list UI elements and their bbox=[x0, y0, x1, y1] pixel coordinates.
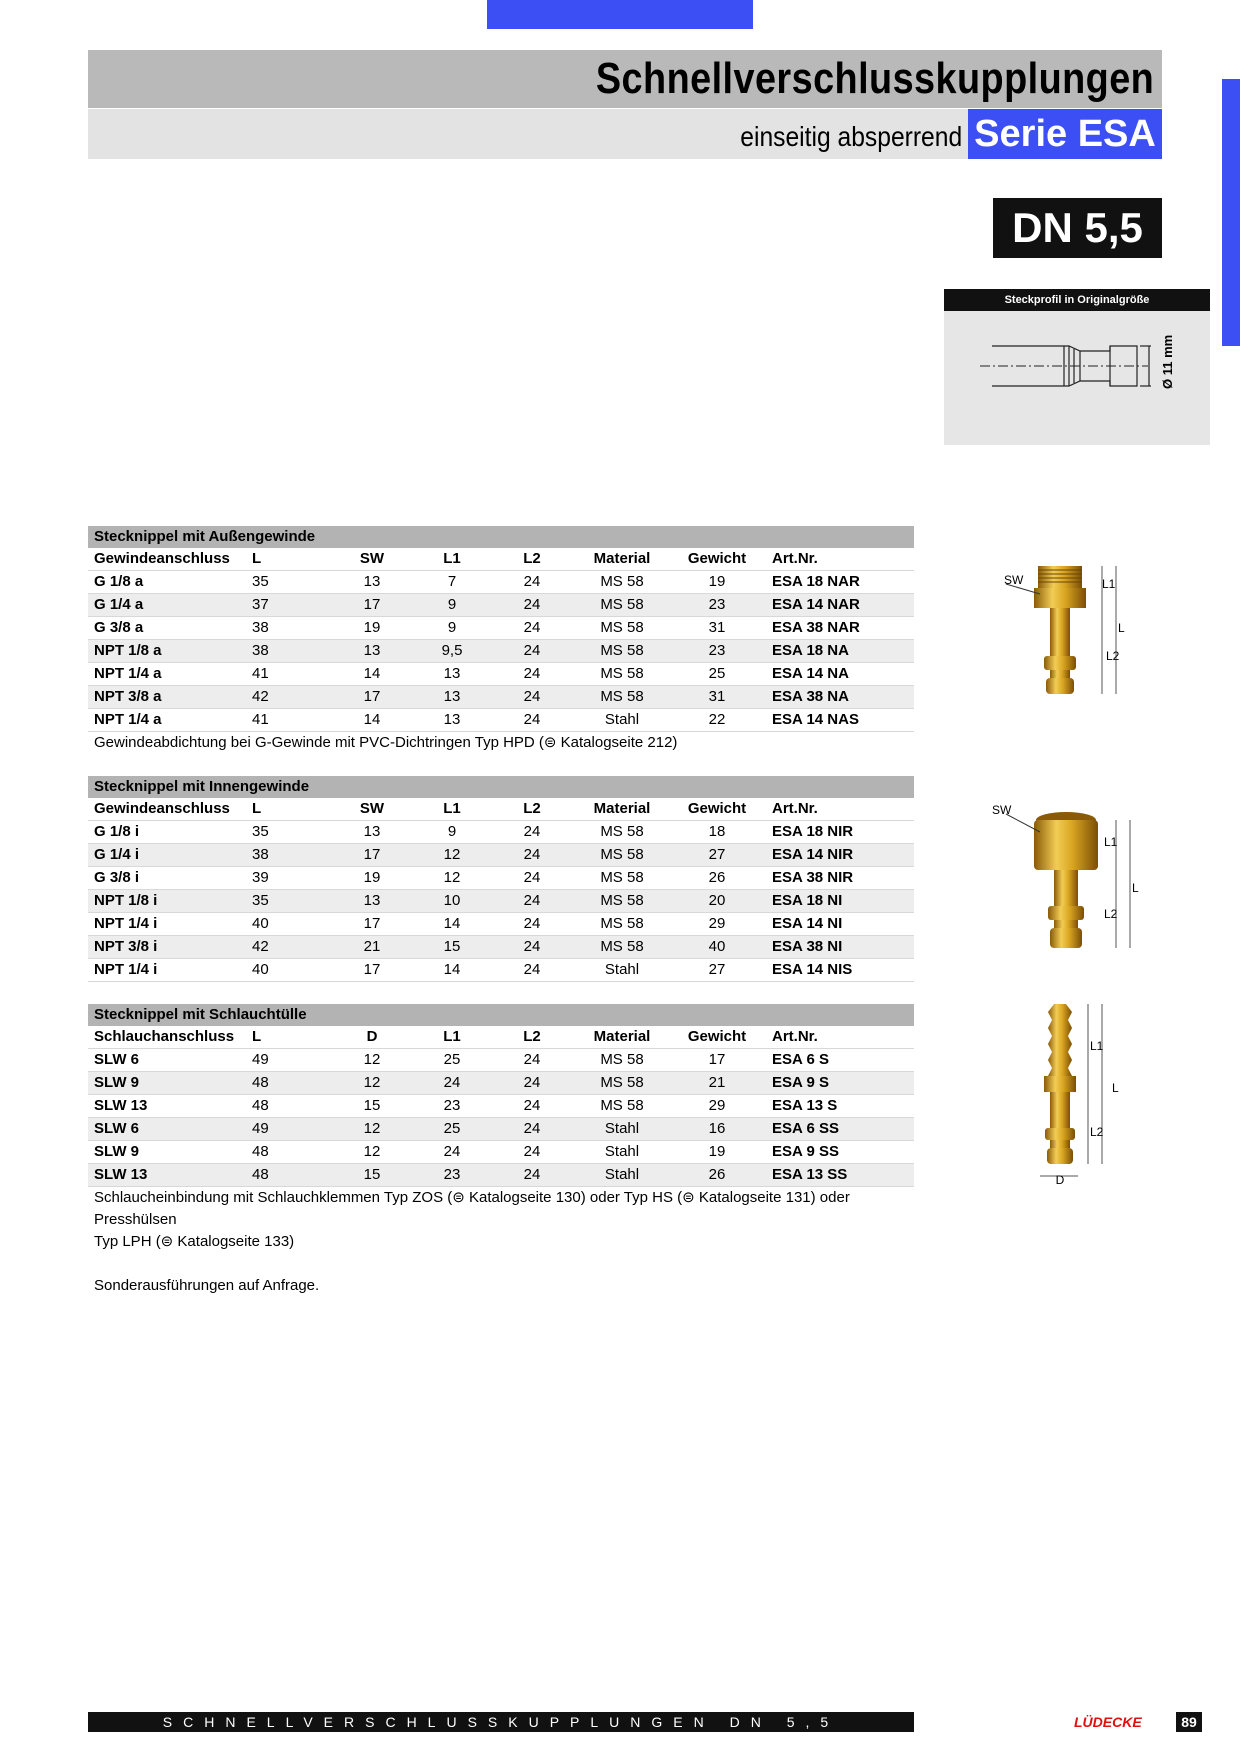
column-header: Gewicht bbox=[687, 550, 747, 567]
table-cell: Stahl bbox=[604, 1143, 640, 1160]
table-cell: 24 bbox=[523, 1074, 541, 1091]
table-cell: 14 bbox=[443, 961, 461, 978]
table-header bbox=[88, 798, 914, 821]
table-row bbox=[88, 1049, 914, 1072]
shaft-part bbox=[1050, 1092, 1070, 1128]
table-cell: 9 bbox=[447, 596, 457, 613]
table-cell: 24 bbox=[443, 1143, 461, 1160]
section-title: Stecknippel mit Schlauchtülle bbox=[88, 1004, 914, 1026]
table-cell: MS 58 bbox=[600, 596, 644, 613]
table-cell: NPT 1/8 a bbox=[94, 642, 162, 659]
table-cell: 23 bbox=[708, 596, 726, 613]
d-label: D bbox=[1055, 1173, 1065, 1187]
table-cell: 31 bbox=[708, 688, 726, 705]
title-bar bbox=[88, 50, 1162, 108]
column-header: Material bbox=[593, 550, 651, 567]
table-cell: 26 bbox=[708, 869, 726, 886]
product-image-external-thread bbox=[994, 560, 1144, 710]
table-cell: ESA 13 SS bbox=[772, 1166, 848, 1183]
table-cell: 14 bbox=[363, 711, 381, 728]
table-cell: 24 bbox=[523, 915, 541, 932]
table-cell: ESA 18 NI bbox=[772, 892, 843, 909]
table-cell: SLW 9 bbox=[94, 1074, 140, 1091]
table-cell: 26 bbox=[708, 1166, 726, 1183]
brand-logo: LÜDECKE bbox=[1074, 1714, 1142, 1730]
table-cell: 41 bbox=[252, 665, 269, 682]
hose-barb bbox=[1048, 1004, 1072, 1076]
table-row bbox=[88, 1095, 914, 1118]
table-cell: MS 58 bbox=[600, 915, 644, 932]
column-header: L2 bbox=[523, 550, 541, 567]
table-cell: 17 bbox=[363, 596, 381, 613]
table-row bbox=[88, 1072, 914, 1095]
column-header: SW bbox=[359, 550, 385, 567]
table-cell: 23 bbox=[443, 1097, 461, 1114]
column-header: Art.Nr. bbox=[772, 800, 818, 817]
table-cell: 48 bbox=[252, 1143, 269, 1160]
table-cell: 35 bbox=[252, 573, 269, 590]
table-cell: 13 bbox=[443, 665, 461, 682]
table-cell: 12 bbox=[443, 869, 461, 886]
table-cell: 25 bbox=[443, 1120, 461, 1137]
thread-part bbox=[1038, 566, 1082, 588]
table-cell: 49 bbox=[252, 1051, 269, 1068]
table-cell: 15 bbox=[363, 1097, 381, 1114]
table-cell: 24 bbox=[443, 1074, 461, 1091]
table-cell: 41 bbox=[252, 711, 269, 728]
table-cell: NPT 1/4 a bbox=[94, 665, 162, 682]
table-cell: 15 bbox=[443, 938, 461, 955]
l-label: L bbox=[1132, 881, 1139, 895]
table-row bbox=[88, 663, 914, 686]
table-cell: 12 bbox=[363, 1120, 381, 1137]
l1-label: L1 bbox=[1104, 835, 1118, 849]
table-cell: Stahl bbox=[604, 961, 640, 978]
table-cell: 20 bbox=[708, 892, 726, 909]
table-cell: 40 bbox=[252, 961, 269, 978]
table-cell: 42 bbox=[252, 688, 269, 705]
column-header: Gewicht bbox=[687, 1028, 747, 1045]
section-spacer bbox=[88, 754, 914, 776]
table-cell: ESA 38 NI bbox=[772, 938, 843, 955]
table-note: Schlaucheinbindung mit Schlauchklemmen Typ ZOS (⊜ Katalogseite 130) oder Typ HS (⊜ Katalogseite 131) oder Presshülsen bbox=[94, 1189, 850, 1228]
table-cell: 29 bbox=[708, 1097, 726, 1114]
table-cell: 27 bbox=[708, 846, 726, 863]
table-cell: 24 bbox=[523, 938, 541, 955]
table-cell: Stahl bbox=[604, 1166, 640, 1183]
table-cell: 19 bbox=[708, 1143, 726, 1160]
table-cell: 40 bbox=[252, 915, 269, 932]
table-note: Typ LPH (⊜ Katalogseite 133) bbox=[94, 1233, 295, 1250]
series-badge: Serie ESA bbox=[968, 109, 1162, 159]
table-cell: 10 bbox=[443, 892, 461, 909]
table-cell: 13 bbox=[443, 711, 461, 728]
profile-title: Steckprofil in Originalgröße bbox=[944, 289, 1210, 311]
shaft-part bbox=[1050, 608, 1070, 656]
l2-label: L2 bbox=[1106, 649, 1120, 663]
table-row bbox=[88, 890, 914, 913]
table-cell: SLW 13 bbox=[94, 1097, 148, 1114]
table-cell: 48 bbox=[252, 1166, 269, 1183]
table-cell: MS 58 bbox=[600, 1097, 644, 1114]
product-tables bbox=[88, 526, 914, 1297]
table-row bbox=[88, 686, 914, 709]
table-cell: 16 bbox=[708, 1120, 726, 1137]
table-row bbox=[88, 594, 914, 617]
table-row bbox=[88, 821, 914, 844]
table-cell: 27 bbox=[708, 961, 726, 978]
table-cell: 24 bbox=[523, 596, 541, 613]
table-cell: ESA 6 S bbox=[772, 1051, 829, 1068]
table-cell: G 3/8 a bbox=[94, 619, 144, 636]
hex-part bbox=[1044, 1076, 1076, 1092]
dn-badge: DN 5,5 bbox=[993, 198, 1162, 258]
table-cell: G 1/8 a bbox=[94, 573, 144, 590]
table-cell: MS 58 bbox=[600, 823, 644, 840]
table-cell: 24 bbox=[523, 1097, 541, 1114]
table-cell: ESA 14 NAR bbox=[772, 596, 860, 613]
subtitle: einseitig absperrend bbox=[740, 121, 962, 152]
table-row bbox=[88, 1118, 914, 1141]
table-cell: 31 bbox=[708, 619, 726, 636]
product-image-internal-thread bbox=[984, 800, 1144, 960]
column-header: Schlauchanschluss bbox=[94, 1028, 235, 1045]
table-cell: 12 bbox=[443, 846, 461, 863]
special-versions-note: Sonderausführungen auf Anfrage. bbox=[94, 1277, 320, 1294]
table-cell: 23 bbox=[708, 642, 726, 659]
column-header: L2 bbox=[523, 800, 541, 817]
table-row bbox=[88, 571, 914, 594]
column-header: L1 bbox=[443, 1028, 461, 1045]
table-cell: 24 bbox=[523, 573, 541, 590]
table-cell: 25 bbox=[708, 665, 726, 682]
table-cell: 24 bbox=[523, 823, 541, 840]
table-cell: 35 bbox=[252, 823, 269, 840]
table-cell: 21 bbox=[708, 1074, 726, 1091]
table-row bbox=[88, 959, 914, 982]
subtitle-bar bbox=[88, 109, 1162, 159]
table-cell: G 3/8 i bbox=[94, 869, 140, 886]
table-cell: NPT 1/8 i bbox=[94, 892, 158, 909]
column-header: L bbox=[252, 550, 262, 567]
table-cell: 17 bbox=[708, 1051, 726, 1068]
section-title: Stecknippel mit Innengewinde bbox=[88, 776, 914, 798]
column-header: D bbox=[366, 1028, 378, 1045]
table-cell: MS 58 bbox=[600, 892, 644, 909]
hex-body bbox=[1034, 820, 1098, 870]
column-header: Art.Nr. bbox=[772, 550, 818, 567]
table-cell: ESA 38 NA bbox=[772, 688, 849, 705]
table-cell: SLW 6 bbox=[94, 1051, 140, 1068]
section-spacer bbox=[88, 1253, 914, 1275]
table-cell: 12 bbox=[363, 1074, 381, 1091]
table-cell: 17 bbox=[363, 688, 381, 705]
diameter-label: Ø 11 mm bbox=[1160, 334, 1175, 389]
collar-part bbox=[1045, 1128, 1075, 1140]
table-cell: 17 bbox=[363, 846, 381, 863]
right-accent-tab bbox=[1222, 79, 1240, 346]
table-cell: ESA 18 NA bbox=[772, 642, 849, 659]
hex-part bbox=[1034, 588, 1086, 608]
collar-part bbox=[1044, 656, 1076, 670]
table-cell: 14 bbox=[443, 915, 461, 932]
table-cell: ESA 13 S bbox=[772, 1097, 838, 1114]
table-cell: NPT 1/4 i bbox=[94, 915, 158, 932]
table-cell: ESA 6 SS bbox=[772, 1120, 839, 1137]
table-cell: 24 bbox=[523, 711, 541, 728]
table-cell: 24 bbox=[523, 869, 541, 886]
table-cell: 24 bbox=[523, 642, 541, 659]
table-cell: ESA 18 NIR bbox=[772, 823, 854, 840]
table-cell: 12 bbox=[363, 1051, 381, 1068]
table-cell: 39 bbox=[252, 869, 269, 886]
table-row bbox=[88, 1164, 914, 1187]
table-cell: 38 bbox=[252, 619, 269, 636]
tip-part bbox=[1050, 928, 1082, 948]
table-row bbox=[88, 1141, 914, 1164]
top-accent-tab bbox=[487, 0, 753, 29]
table-cell: MS 58 bbox=[600, 619, 644, 636]
l1-label: L1 bbox=[1102, 577, 1116, 591]
table-cell: ESA 14 NIR bbox=[772, 846, 854, 863]
table-cell: MS 58 bbox=[600, 938, 644, 955]
table-cell: 12 bbox=[363, 1143, 381, 1160]
collar-part bbox=[1048, 906, 1084, 920]
table-cell: 24 bbox=[523, 846, 541, 863]
tip-part bbox=[1046, 678, 1074, 694]
table-cell: NPT 3/8 i bbox=[94, 938, 158, 955]
table-cell: NPT 1/4 i bbox=[94, 961, 158, 978]
table-cell: 15 bbox=[363, 1166, 381, 1183]
table-cell: 22 bbox=[708, 711, 726, 728]
table-note: Gewindeabdichtung bei G-Gewinde mit PVC-Dichtringen Typ HPD (⊜ Katalogseite 212) bbox=[94, 734, 678, 751]
table-cell: 24 bbox=[523, 665, 541, 682]
table-cell: NPT 1/4 a bbox=[94, 711, 162, 728]
table-cell: 38 bbox=[252, 846, 269, 863]
table-cell: ESA 14 NI bbox=[772, 915, 843, 932]
table-cell: 9 bbox=[447, 823, 457, 840]
table-cell: SLW 9 bbox=[94, 1143, 140, 1160]
column-header: L1 bbox=[443, 800, 461, 817]
table-cell: 19 bbox=[363, 869, 381, 886]
table-cell: 24 bbox=[523, 1143, 541, 1160]
sw-label: SW bbox=[992, 803, 1012, 817]
column-header: Material bbox=[593, 800, 651, 817]
table-cell: G 1/4 a bbox=[94, 596, 144, 613]
table-cell: MS 58 bbox=[600, 642, 644, 659]
l-label: L bbox=[1118, 621, 1125, 635]
page-title: Schnellverschlusskupplungen bbox=[595, 54, 1154, 103]
table-cell: 37 bbox=[252, 596, 269, 613]
table-cell: 25 bbox=[443, 1051, 461, 1068]
column-header: SW bbox=[359, 800, 385, 817]
table-cell: 35 bbox=[252, 892, 269, 909]
table-cell: 13 bbox=[363, 642, 381, 659]
table-cell: 42 bbox=[252, 938, 269, 955]
table-cell: 13 bbox=[443, 688, 461, 705]
section-spacer bbox=[88, 982, 914, 1004]
table-cell: 24 bbox=[523, 688, 541, 705]
table-cell: 24 bbox=[523, 1051, 541, 1068]
table-cell: ESA 38 NAR bbox=[772, 619, 860, 636]
l2-label: L2 bbox=[1090, 1125, 1104, 1139]
table-cell: 24 bbox=[523, 1166, 541, 1183]
table-cell: 17 bbox=[363, 961, 381, 978]
table-cell: 7 bbox=[447, 573, 457, 590]
table-cell: MS 58 bbox=[600, 846, 644, 863]
table-cell: NPT 3/8 a bbox=[94, 688, 162, 705]
column-header: L2 bbox=[523, 1028, 541, 1045]
table-cell: 24 bbox=[523, 1120, 541, 1137]
table-row bbox=[88, 913, 914, 936]
l-label: L bbox=[1112, 1081, 1119, 1095]
table-cell: SLW 13 bbox=[94, 1166, 148, 1183]
table-row bbox=[88, 867, 914, 890]
table-cell: ESA 14 NA bbox=[772, 665, 849, 682]
product-image-hose-tail bbox=[1020, 1000, 1150, 1200]
table-cell: 23 bbox=[443, 1166, 461, 1183]
table-cell: 9,5 bbox=[441, 642, 463, 659]
l2-label: L2 bbox=[1104, 907, 1118, 921]
shaft-part bbox=[1054, 870, 1078, 906]
table-cell: ESA 9 SS bbox=[772, 1143, 839, 1160]
column-header: Gewicht bbox=[687, 800, 747, 817]
column-header: L1 bbox=[443, 550, 461, 567]
footer-bar: SCHNELLVERSCHLUSSKUPPLUNGEN DN 5,5 bbox=[88, 1712, 914, 1732]
table-cell: 40 bbox=[708, 938, 726, 955]
table-row bbox=[88, 640, 914, 663]
section-title: Stecknippel mit Außengewinde bbox=[88, 526, 914, 548]
table-cell: ESA 38 NIR bbox=[772, 869, 854, 886]
table-cell: MS 58 bbox=[600, 665, 644, 682]
page-number: 89 bbox=[1176, 1712, 1202, 1732]
table-cell: 24 bbox=[523, 892, 541, 909]
table-cell: 18 bbox=[708, 823, 726, 840]
table-cell: MS 58 bbox=[600, 1051, 644, 1068]
table-cell: 48 bbox=[252, 1097, 269, 1114]
column-header: Gewindeanschluss bbox=[94, 800, 230, 817]
table-cell: 13 bbox=[363, 823, 381, 840]
column-header: L bbox=[252, 1028, 262, 1045]
table-cell: 24 bbox=[523, 619, 541, 636]
table-header bbox=[88, 548, 914, 571]
table-row bbox=[88, 617, 914, 640]
l1-label: L1 bbox=[1090, 1039, 1104, 1053]
table-cell: 21 bbox=[363, 938, 381, 955]
table-cell: G 1/8 i bbox=[94, 823, 140, 840]
table-cell: 9 bbox=[447, 619, 457, 636]
table-cell: MS 58 bbox=[600, 688, 644, 705]
table-cell: Stahl bbox=[604, 711, 640, 728]
column-header: Gewindeanschluss bbox=[94, 550, 230, 567]
table-cell: 48 bbox=[252, 1074, 269, 1091]
table-cell: MS 58 bbox=[600, 573, 644, 590]
table-cell: MS 58 bbox=[600, 869, 644, 886]
profile-box bbox=[944, 311, 1210, 445]
column-header: Material bbox=[593, 1028, 651, 1045]
table-cell: 13 bbox=[363, 573, 381, 590]
table-cell: 17 bbox=[363, 915, 381, 932]
table-header bbox=[88, 1026, 914, 1049]
table-cell: MS 58 bbox=[600, 1074, 644, 1091]
table-cell: 29 bbox=[708, 915, 726, 932]
table-cell: ESA 14 NIS bbox=[772, 961, 853, 978]
table-cell: ESA 14 NAS bbox=[772, 711, 859, 728]
table-cell: G 1/4 i bbox=[94, 846, 140, 863]
tip-part bbox=[1047, 1148, 1073, 1164]
table-cell: 49 bbox=[252, 1120, 269, 1137]
table-cell: 38 bbox=[252, 642, 269, 659]
table-cell: ESA 9 S bbox=[772, 1074, 829, 1091]
table-cell: 14 bbox=[363, 665, 381, 682]
table-cell: ESA 18 NAR bbox=[772, 573, 860, 590]
table-cell: 19 bbox=[363, 619, 381, 636]
column-header: Art.Nr. bbox=[772, 1028, 818, 1045]
column-header: L bbox=[252, 800, 262, 817]
table-cell: 19 bbox=[708, 573, 726, 590]
table-row bbox=[88, 709, 914, 732]
table-row bbox=[88, 844, 914, 867]
table-cell: SLW 6 bbox=[94, 1120, 140, 1137]
profile-drawing bbox=[944, 311, 1210, 445]
table-row bbox=[88, 936, 914, 959]
table-cell: Stahl bbox=[604, 1120, 640, 1137]
table-cell: 24 bbox=[523, 961, 541, 978]
sw-label: SW bbox=[1004, 573, 1024, 587]
table-cell: 13 bbox=[363, 892, 381, 909]
